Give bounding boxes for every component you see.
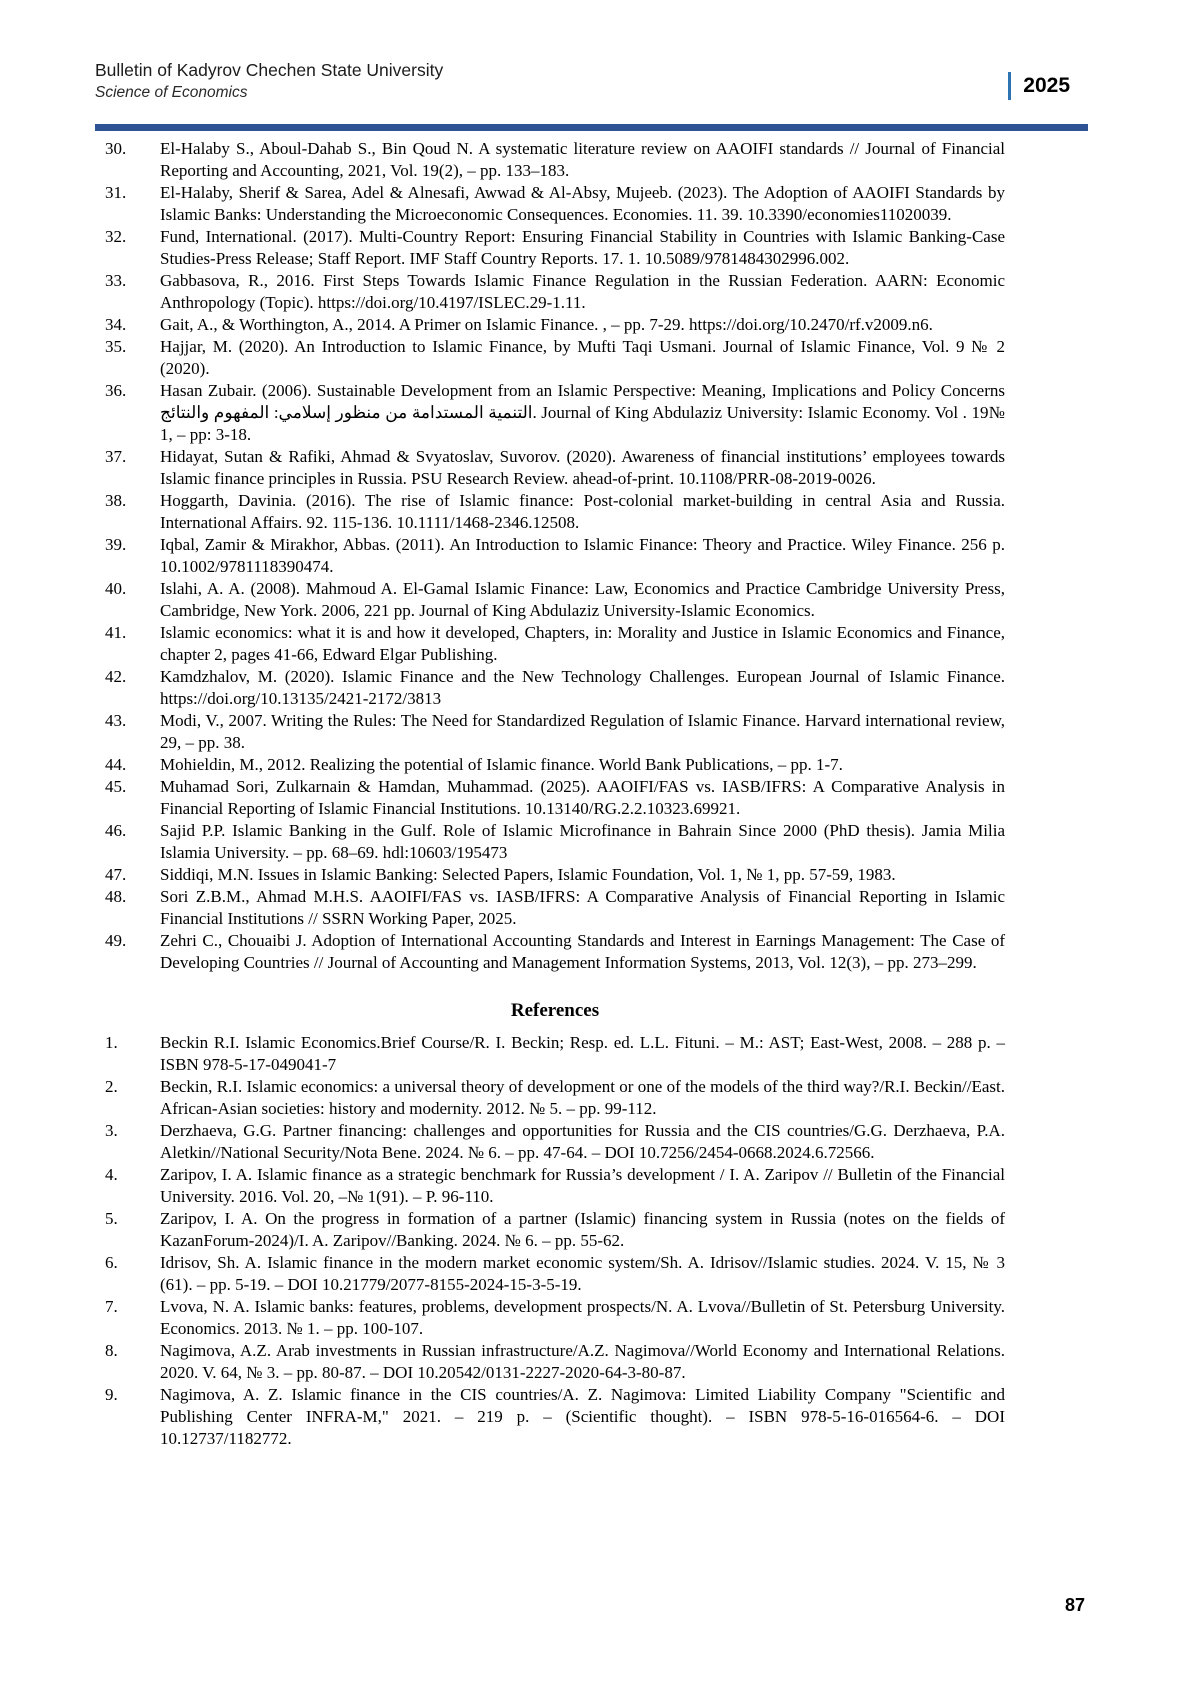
reference-text: Kamdzhalov, M. (2020). Islamic Finance and the New Technology Challenges. European Journal of Islamic Finance. https://doi.org/10.13135/2421-2172/3813 — [160, 667, 1005, 708]
reference-number: 6. — [105, 1253, 118, 1272]
reference-text: Hajjar, M. (2020). An Introduction to Islamic Finance, by Mufti Taqi Usmani. Journal of Islamic Finance, Vol. 9 № 2 (2020). — [160, 337, 1005, 378]
reference-text: Zaripov, I. A. Islamic finance as a strategic benchmark for Russia’s development / I. A. Zaripov // Bulletin of the Financial University. 2016. Vol. 20, –№ 1(91). – P. 96-110. — [160, 1165, 1005, 1206]
reference-text: Zehri C., Chouaibi J. Adoption of International Accounting Standards and Interest in Earnings Management: The Case of Developing Countries // Journal of Accounting and Management Information Systems, 2013, Vol. 12(3), – pp. 273–299. — [160, 931, 1005, 972]
reference-text: Fund, International. (2017). Multi-Country Report: Ensuring Financial Stability in Countries with Islamic Banking-Case Studies-Press Release; Staff Report. IMF Staff Country Reports. 17. 1. 10.5089/9781484302996.002. — [160, 227, 1005, 268]
reference-number: 7. — [105, 1297, 118, 1316]
reference-item — [105, 534, 1005, 578]
reference-text: Gabbasova, R., 2016. First Steps Towards Islamic Finance Regulation in the Russian Federation. AARN: Economic Anthropology (Topic). https://doi.org/10.4197/ISLEC.29-1.11. — [160, 271, 1005, 312]
reference-number: 4. — [105, 1165, 118, 1184]
reference-item — [105, 710, 1005, 754]
reference-item — [105, 1164, 1005, 1208]
reference-number: 8. — [105, 1341, 118, 1360]
reference-number: 41. — [105, 623, 127, 642]
reference-number: 34. — [105, 315, 127, 334]
reference-text: Hoggarth, Davinia. (2016). The rise of Islamic finance: Post-colonial market-building in central Asia and Russia. International Affairs. 92. 115-136. 10.1111/1468-2346.12508. — [160, 491, 1005, 532]
reference-item — [105, 864, 1005, 886]
reference-item — [105, 578, 1005, 622]
reference-item — [105, 336, 1005, 380]
content-area — [105, 138, 1005, 1450]
reference-number: 47. — [105, 865, 127, 884]
reference-item — [105, 380, 1005, 446]
reference-item — [105, 490, 1005, 534]
reference-item — [105, 1296, 1005, 1340]
reference-number: 44. — [105, 755, 127, 774]
reference-text: Sori Z.B.M., Ahmad M.H.S. AAOIFI/FAS vs. IASB/IFRS: A Comparative Analysis of Financial Reporting in Islamic Financial Institutions // SSRN Working Paper, 2025. — [160, 887, 1005, 928]
reference-item — [105, 1208, 1005, 1252]
reference-item — [105, 1384, 1005, 1450]
reference-text: Iqbal, Zamir & Mirakhor, Abbas. (2011). An Introduction to Islamic Finance: Theory and Practice. Wiley Finance. 256 p. 10.1002/9781118390474. — [160, 535, 1005, 576]
reference-item — [105, 886, 1005, 930]
reference-item — [105, 1076, 1005, 1120]
reference-item — [105, 1032, 1005, 1076]
reference-text: Sajid P.P. Islamic Banking in the Gulf. Role of Islamic Microfinance in Bahrain Since 2000 (PhD thesis). Jamia Milia Islamia University. – pp. 68–69. hdl:10603/195473 — [160, 821, 1005, 862]
reference-item — [105, 622, 1005, 666]
reference-text: Muhamad Sori, Zulkarnain & Hamdan, Muhammad. (2025). AAOIFI/FAS vs. IASB/IFRS: A Comparative Analysis in Financial Reporting of Islamic Financial Institutions. 10.13140/RG.2.2.10323.69921. — [160, 777, 1005, 818]
journal-title: Bulletin of Kadyrov Chechen State University — [95, 60, 444, 80]
reference-text: Gait, A., & Worthington, A., 2014. A Primer on Islamic Finance. , – pp. 7-29. https://doi.org/10.2470/rf.v2009.n6. — [160, 315, 933, 334]
reference-text: Zaripov, I. A. On the progress in formation of a partner (Islamic) financing system in Russia (notes on the fields of KazanForum-2024)/I. A. Zaripov//Banking. 2024. № 6. – pp. 55-62. — [160, 1209, 1005, 1250]
reference-text: Lvova, N. A. Islamic banks: features, problems, development prospects/N. A. Lvova//Bulletin of St. Petersburg University. Economics. 2013. № 1. – pp. 100-107. — [160, 1297, 1005, 1338]
bibliography-list — [105, 138, 1005, 974]
reference-text: Beckin R.I. Islamic Economics.Brief Course/R. I. Beckin; Resp. ed. L.L. Fituni. – M.: AST; East-West, 2008. – 288 p. – ISBN 978-5-17-049041-7 — [160, 1033, 1005, 1074]
reference-item — [105, 930, 1005, 974]
reference-number: 38. — [105, 491, 127, 510]
reference-number: 30. — [105, 139, 127, 158]
reference-text: Mohieldin, M., 2012. Realizing the potential of Islamic finance. World Bank Publications, – pp. 1-7. — [160, 755, 843, 774]
reference-number: 3. — [105, 1121, 118, 1140]
reference-text: Modi, V., 2007. Writing the Rules: The Need for Standardized Regulation of Islamic Finance. Harvard international review, 29, – pp. 38. — [160, 711, 1005, 752]
reference-item — [105, 1252, 1005, 1296]
reference-text: Siddiqi, M.N. Issues in Islamic Banking: Selected Papers, Islamic Foundation, Vol. 1, № 1, pp. 57-59, 1983. — [160, 865, 896, 884]
reference-number: 5. — [105, 1209, 118, 1228]
reference-text: Nagimova, A.Z. Arab investments in Russian infrastructure/A.Z. Nagimova//World Economy and International Relations. 2020. V. 64, № 3. – pp. 80-87. – DOI 10.20542/0131-2227-2020-64-3-80-87. — [160, 1341, 1005, 1382]
reference-text: Hasan Zubair. (2006). Sustainable Development from an Islamic Perspective: Meaning, Implications and Policy Concerns التنمية المستدامة من منظور إسلامي: المفهوم والنتائج. Journal of King Abdulaziz University: Islamic Economy. Vol . 19№ 1, – pp: 3-18. — [160, 381, 1005, 444]
reference-text: Idrisov, Sh. A. Islamic finance in the modern market economic system/Sh. A. Idrisov//Islamic studies. 2024. V. 15, № 3 (61). – pp. 5-19. – DOI 10.21779/2077-8155-2024-15-3-5-19. — [160, 1253, 1005, 1294]
reference-item — [105, 446, 1005, 490]
reference-number: 48. — [105, 887, 127, 906]
reference-number: 46. — [105, 821, 127, 840]
reference-text: Derzhaeva, G.G. Partner financing: challenges and opportunities for Russia and the CIS countries/G.G. Derzhaeva, P.A. Aletkin//National Security/Nota Bene. 2024. № 6. – pp. 47-64. – DOI 10.7256/2454-0668.2024.6.72566. — [160, 1121, 1005, 1162]
reference-text: Islahi, A. A. (2008). Mahmoud A. El-Gamal Islamic Finance: Law, Economics and Practice Cambridge University Press, Cambridge, New York. 2006, 221 pp. Journal of King Abdulaziz University-Islamic Economics. — [160, 579, 1005, 620]
reference-item — [105, 820, 1005, 864]
reference-number: 35. — [105, 337, 127, 356]
references-heading: References — [510, 1000, 600, 1021]
reference-number: 33. — [105, 271, 127, 290]
reference-item — [105, 776, 1005, 820]
year-badge: 2025 — [1008, 72, 1070, 100]
reference-number: 49. — [105, 931, 127, 950]
reference-item — [105, 182, 1005, 226]
reference-number: 2. — [105, 1077, 118, 1096]
reference-item — [105, 1340, 1005, 1384]
reference-text: Hidayat, Sutan & Rafiki, Ahmad & Svyatoslav, Suvorov. (2020). Awareness of financial institutions’ employees towards Islamic finance principles in Russia. PSU Research Review. ahead-of-print. 10.1108/PRR-08-2019-0026. — [160, 447, 1005, 488]
reference-text: Nagimova, A. Z. Islamic finance in the CIS countries/A. Z. Nagimova: Limited Liability Company "Scientific and Publishing Center INFRA-M," 2021. – 219 p. – (Scientific thought). – ISBN 978-5-16-016564-6. – DOI 10.12737/1182772. — [160, 1385, 1005, 1448]
reference-item — [105, 666, 1005, 710]
reference-number: 45. — [105, 777, 127, 796]
header-divider — [95, 124, 1088, 131]
reference-number: 40. — [105, 579, 127, 598]
reference-item — [105, 314, 1005, 336]
reference-text: Islamic economics: what it is and how it developed, Chapters, in: Morality and Justice in Islamic Economics and Finance, chapter 2, pages 41-66, Edward Elgar Publishing. — [160, 623, 1005, 664]
reference-number: 1. — [105, 1033, 118, 1052]
reference-item — [105, 270, 1005, 314]
reference-number: 32. — [105, 227, 127, 246]
reference-text: El-Halaby S., Aboul-Dahab S., Bin Qoud N. A systematic literature review on AAOIFI standards // Journal of Financial Reporting and Accounting, 2021, Vol. 19(2), – pp. 133–183. — [160, 139, 1005, 180]
page-number: 87 — [1064, 1595, 1085, 1615]
journal-subtitle: Science of Economics — [95, 84, 248, 101]
reference-number: 36. — [105, 381, 127, 400]
reference-number: 31. — [105, 183, 127, 202]
references-list — [105, 1032, 1005, 1450]
reference-text: Beckin, R.I. Islamic economics: a universal theory of development or one of the models of the third way?/R.I. Beckin//East. African-Asian societies: history and modernity. 2012. № 5. – pp. 99-112. — [160, 1077, 1005, 1118]
reference-item — [105, 1120, 1005, 1164]
reference-number: 39. — [105, 535, 127, 554]
reference-number: 37. — [105, 447, 127, 466]
page-header — [95, 58, 1088, 118]
reference-item — [105, 754, 1005, 776]
reference-item — [105, 138, 1005, 182]
reference-item — [105, 226, 1005, 270]
reference-text: El-Halaby, Sherif & Sarea, Adel & Alnesafi, Awwad & Al-Absy, Mujeeb. (2023). The Adoption of AAOIFI Standards by Islamic Banks: Understanding the Microeconomic Consequences. Economies. 11. 39. 10.3390/economies11020039. — [160, 183, 1005, 224]
reference-number: 43. — [105, 711, 127, 730]
reference-number: 9. — [105, 1385, 118, 1404]
reference-number: 42. — [105, 667, 127, 686]
